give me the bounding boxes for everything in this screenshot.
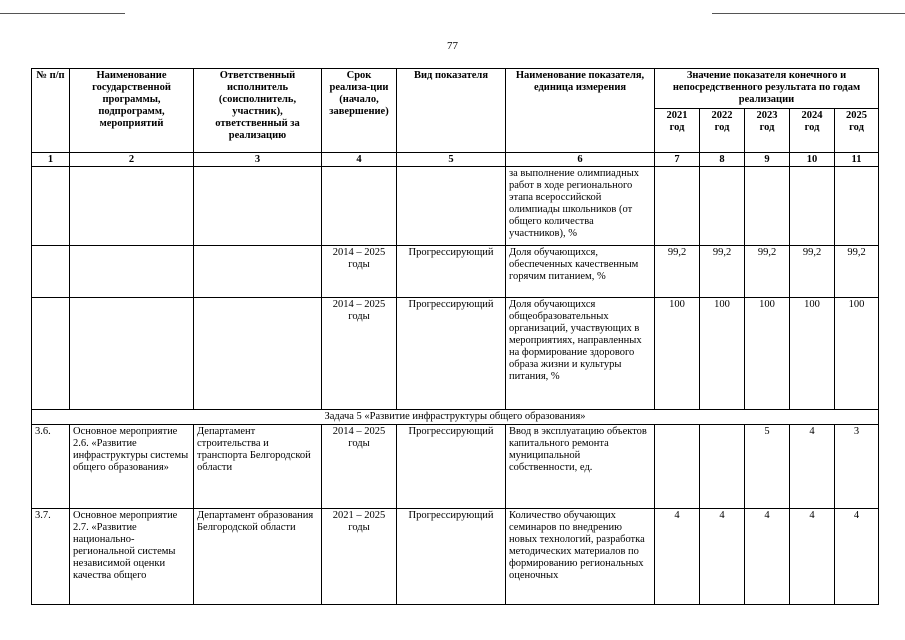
column-number: 3 bbox=[194, 153, 322, 167]
table-row bbox=[32, 298, 879, 410]
row-value: 100 bbox=[655, 298, 700, 410]
row-value: 4 bbox=[790, 509, 835, 605]
row-value: 4 bbox=[790, 425, 835, 509]
row-program-name: Основное мероприятие 2.7. «Развитие национально-региональной системы независимой оценки качества общего bbox=[70, 509, 194, 605]
table-row bbox=[32, 425, 879, 509]
row-executor: Департамент образования Белгородской области bbox=[194, 509, 322, 605]
row-value bbox=[745, 167, 790, 246]
row-indicator-name: Доля обучающихся общеобразовательных организаций, участвующих в мероприятиях, направленных на формирование здорового образа жизни и культуры питания, % bbox=[506, 298, 655, 410]
row-period: 2021 – 2025 годы bbox=[322, 509, 397, 605]
row-indicator-kind: Прогрессирующий bbox=[397, 298, 506, 410]
row-number bbox=[32, 298, 70, 410]
row-program-name bbox=[70, 246, 194, 298]
column-number: 9 bbox=[745, 153, 790, 167]
header-year: 2021 год bbox=[655, 109, 700, 153]
row-number bbox=[32, 167, 70, 246]
column-number: 10 bbox=[790, 153, 835, 167]
header-year: 2023 год bbox=[745, 109, 790, 153]
row-period: 2014 – 2025 годы bbox=[322, 425, 397, 509]
row-program-name bbox=[70, 167, 194, 246]
row-value: 100 bbox=[745, 298, 790, 410]
row-value: 99,2 bbox=[790, 246, 835, 298]
row-indicator-name: Доля обучающихся, обеспеченных качественным горячим питанием, % bbox=[506, 246, 655, 298]
row-indicator-kind: Прогрессирующий bbox=[397, 425, 506, 509]
column-number: 4 bbox=[322, 153, 397, 167]
header-values-group: Значение показателя конечного и непосредственного результата по годам реализации bbox=[655, 69, 879, 109]
task-title: Задача 5 «Развитие инфраструктуры общего образования» bbox=[32, 410, 879, 425]
row-value: 99,2 bbox=[835, 246, 879, 298]
row-value: 99,2 bbox=[700, 246, 745, 298]
row-number: 3.6. bbox=[32, 425, 70, 509]
row-indicator-name: Ввод в эксплуатацию объектов капитального ремонта муниципальной собственности, ед. bbox=[506, 425, 655, 509]
row-value: 3 bbox=[835, 425, 879, 509]
row-executor bbox=[194, 298, 322, 410]
table-row bbox=[32, 167, 879, 246]
column-number: 8 bbox=[700, 153, 745, 167]
table-row bbox=[32, 246, 879, 298]
column-number: 11 bbox=[835, 153, 879, 167]
row-value: 4 bbox=[655, 509, 700, 605]
page-number: 77 bbox=[447, 40, 458, 52]
header-period: Срок реализа-ции (начало, завершение) bbox=[322, 69, 397, 153]
row-period bbox=[322, 167, 397, 246]
row-value: 100 bbox=[790, 298, 835, 410]
row-value: 99,2 bbox=[745, 246, 790, 298]
row-indicator-kind: Прогрессирующий bbox=[397, 509, 506, 605]
row-value bbox=[700, 425, 745, 509]
row-value bbox=[700, 167, 745, 246]
indicator-table bbox=[31, 68, 879, 605]
column-number: 6 bbox=[506, 153, 655, 167]
row-number bbox=[32, 246, 70, 298]
column-number: 7 bbox=[655, 153, 700, 167]
table-row bbox=[32, 509, 879, 605]
row-program-name bbox=[70, 298, 194, 410]
header-year: 2022 год bbox=[700, 109, 745, 153]
row-executor: Департамент строительства и транспорта Белгородской области bbox=[194, 425, 322, 509]
row-value: 100 bbox=[700, 298, 745, 410]
row-value bbox=[790, 167, 835, 246]
row-executor bbox=[194, 167, 322, 246]
row-value: 4 bbox=[745, 509, 790, 605]
row-value: 100 bbox=[835, 298, 879, 410]
task-row bbox=[32, 410, 879, 425]
top-rule-left bbox=[0, 13, 125, 14]
row-value: 99,2 bbox=[655, 246, 700, 298]
row-number: 3.7. bbox=[32, 509, 70, 605]
row-period: 2014 – 2025 годы bbox=[322, 298, 397, 410]
header-year: 2024 год bbox=[790, 109, 835, 153]
column-number: 1 bbox=[32, 153, 70, 167]
row-value bbox=[655, 167, 700, 246]
header-executor: Ответственный исполнитель (соисполнитель, участник), ответственный за реализацию bbox=[194, 69, 322, 153]
row-program-name: Основное мероприятие 2.6. «Развитие инфраструктуры системы общего образования» bbox=[70, 425, 194, 509]
column-number-row bbox=[32, 153, 879, 167]
column-number: 5 bbox=[397, 153, 506, 167]
row-executor bbox=[194, 246, 322, 298]
row-value: 4 bbox=[700, 509, 745, 605]
row-value: 5 bbox=[745, 425, 790, 509]
row-value: 4 bbox=[835, 509, 879, 605]
row-indicator-kind: Прогрессирующий bbox=[397, 246, 506, 298]
row-period: 2014 – 2025 годы bbox=[322, 246, 397, 298]
header-indicator-kind: Вид показателя bbox=[397, 69, 506, 153]
row-value bbox=[835, 167, 879, 246]
column-number: 2 bbox=[70, 153, 194, 167]
row-indicator-kind bbox=[397, 167, 506, 246]
header-indicator-name: Наименование показателя, единица измерения bbox=[506, 69, 655, 153]
row-value bbox=[655, 425, 700, 509]
row-indicator-name: за выполнение олимпиадных работ в ходе регионального этапа всероссийской олимпиады школьников (от общего количества участников), % bbox=[506, 167, 655, 246]
header-number: № п/п bbox=[32, 69, 70, 153]
row-indicator-name: Количество обучающих семинаров по внедрению новых технологий, разработка методических материалов по формированию региональных оценочных bbox=[506, 509, 655, 605]
top-rule-right bbox=[712, 13, 905, 14]
header-program-name: Наименование государственной программы, подпрограмм, мероприятий bbox=[70, 69, 194, 153]
header-year: 2025 год bbox=[835, 109, 879, 153]
